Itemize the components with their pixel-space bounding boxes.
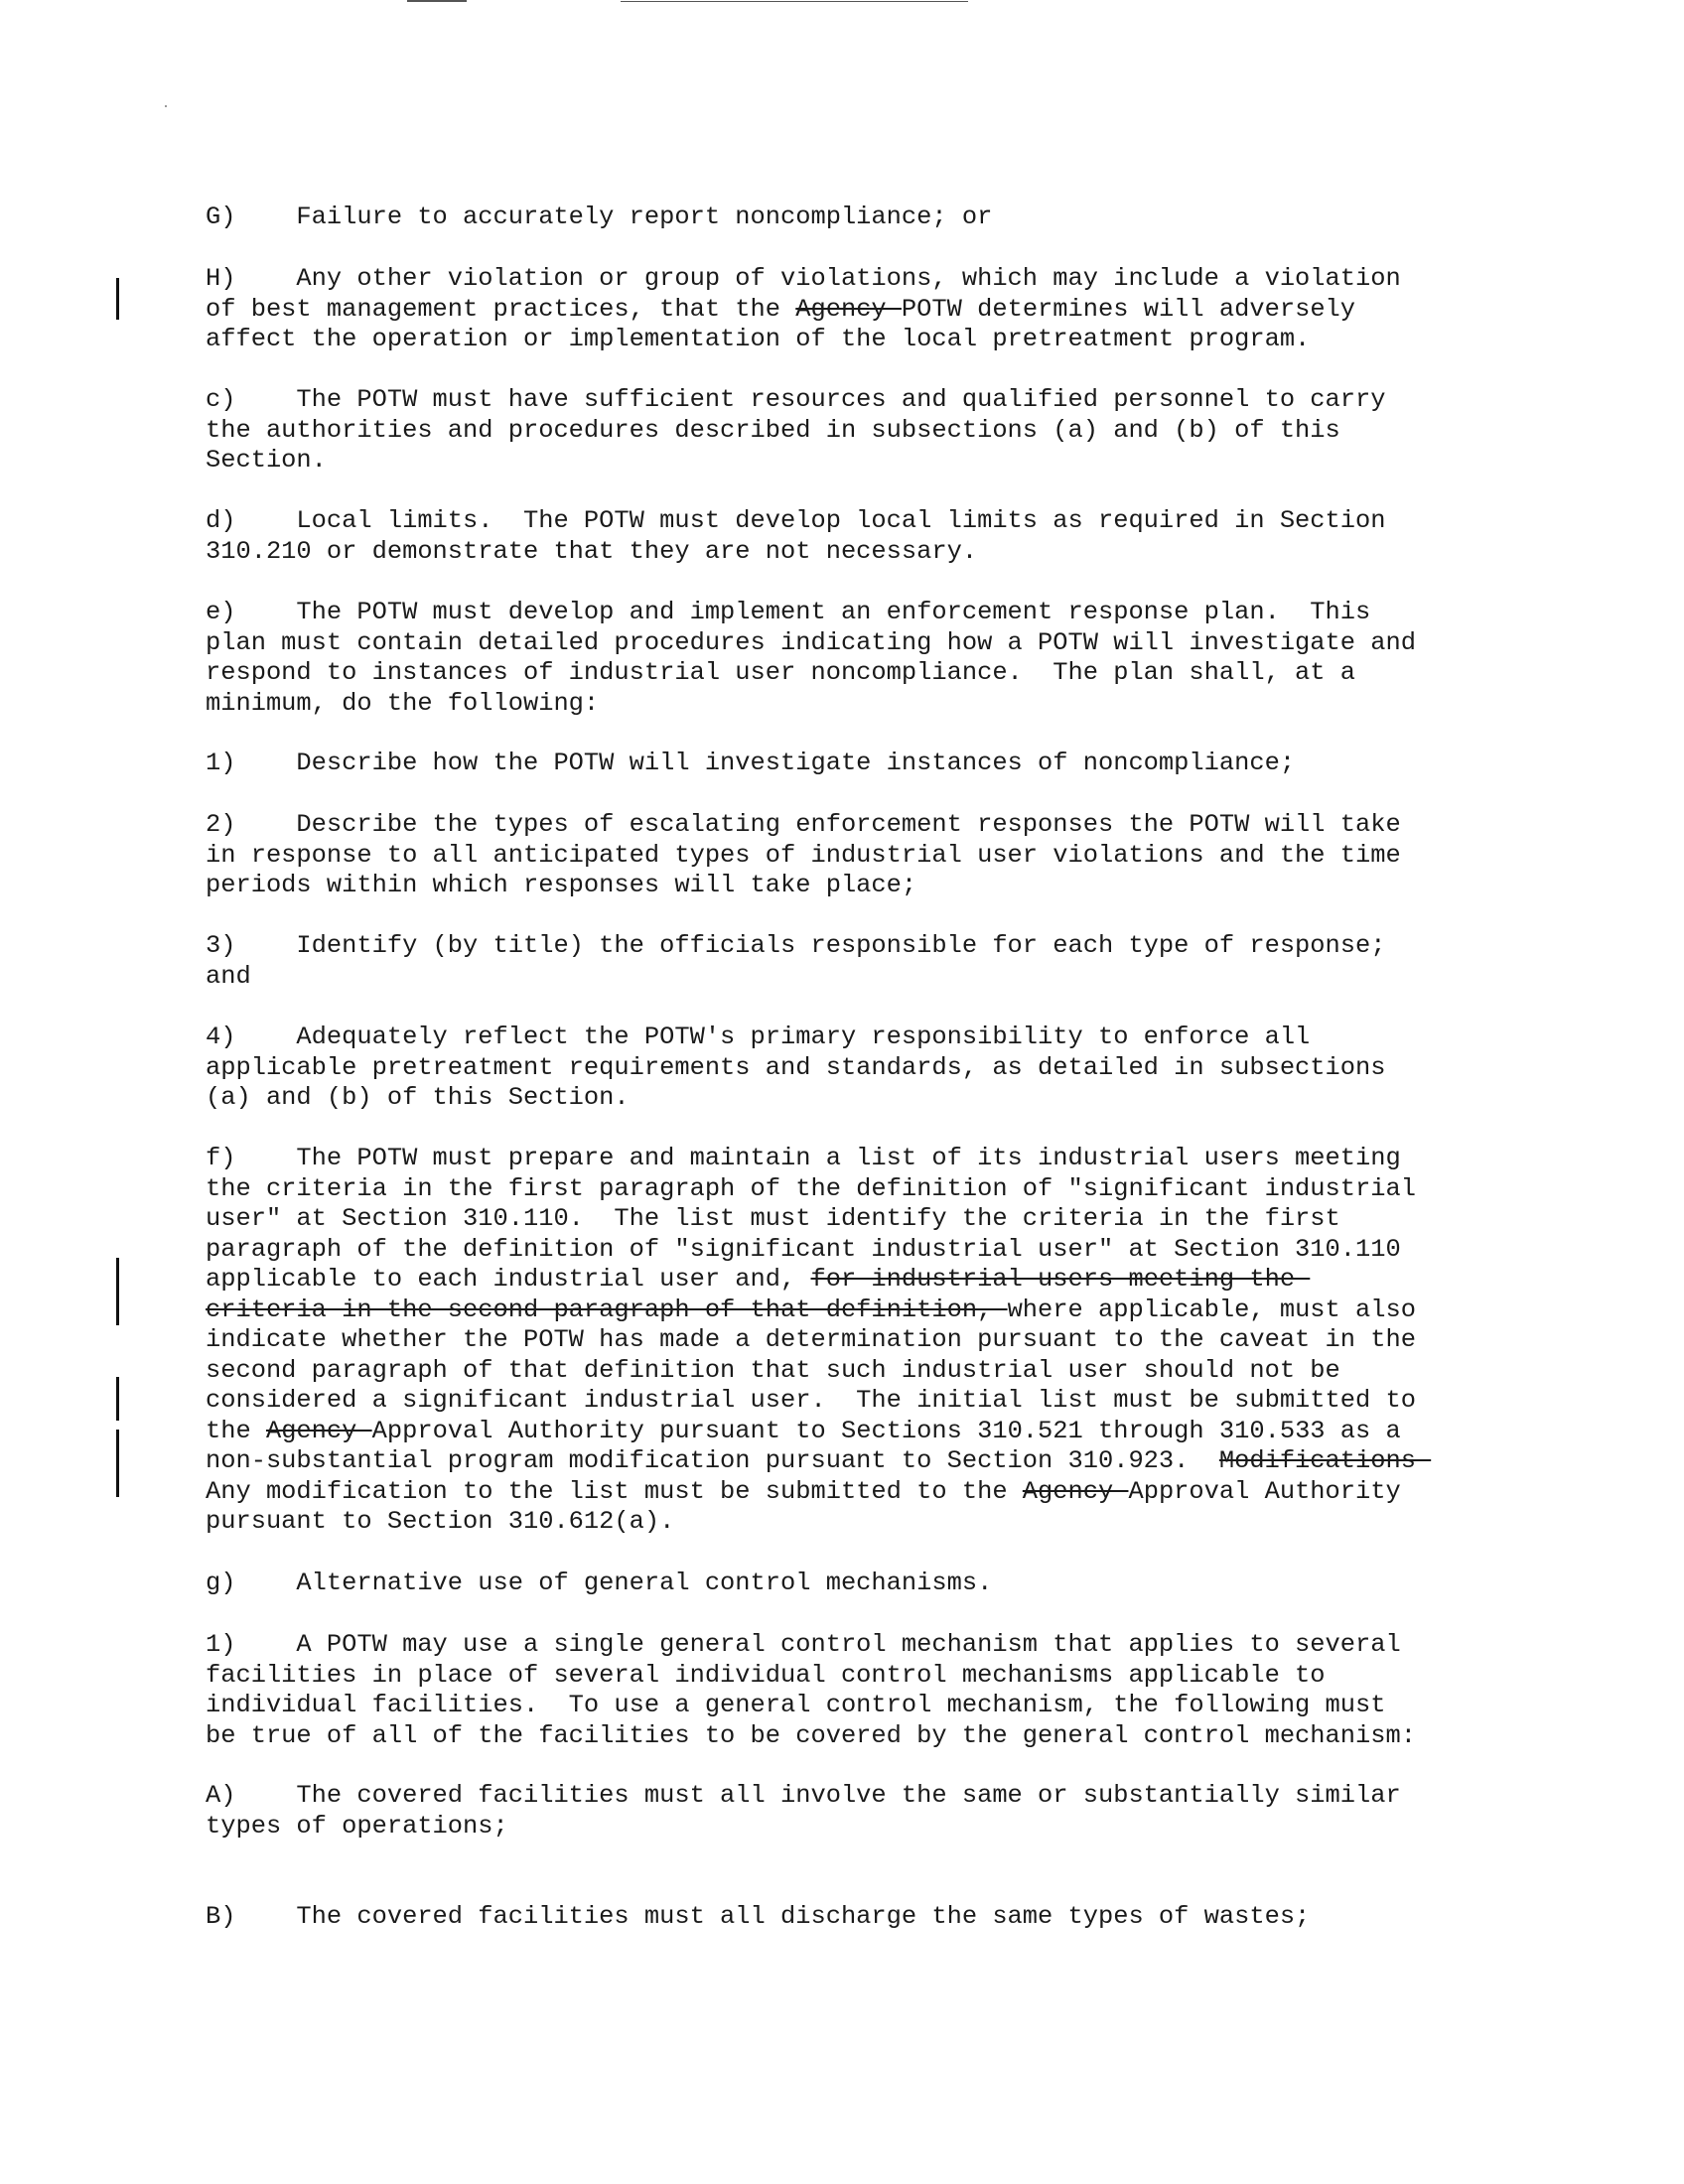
text-segment: d) Local limits. The POTW must develop local limits as required in Section <box>206 506 1386 535</box>
text-segment: Section. <box>206 446 327 475</box>
text-line <box>206 689 1615 720</box>
text-segment: c) The POTW must have sufficient resources and qualified personnel to carry <box>206 385 1386 414</box>
paragraph-G <box>206 203 1615 233</box>
text-segment: and <box>206 961 251 991</box>
text-segment: G) Failure to accurately report noncompliance; or <box>206 203 993 231</box>
paragraph-gA <box>206 1781 1615 1842</box>
text-segment: facilities in place of several individual control mechanisms applicable to <box>206 1660 1326 1690</box>
text-segment: 1) A POTW may use a single general control mechanism that applies to several <box>206 1630 1401 1659</box>
text-line <box>206 1083 1615 1114</box>
scan-artifact-line <box>621 1 968 2</box>
struck-text: Modifications <box>1218 1446 1432 1475</box>
text-line <box>206 1721 1615 1752</box>
text-segment: f) The POTW must prepare and maintain a list of its industrial users meeting <box>206 1144 1401 1172</box>
paragraph-e2 <box>206 810 1615 901</box>
text-line <box>206 598 1615 628</box>
text-line <box>206 1356 1615 1387</box>
struck-text: for industrial users meeting the <box>810 1265 1311 1294</box>
text-segment: of best management practices, that the <box>206 294 796 324</box>
text-line <box>206 931 1615 962</box>
text-segment: POTW determines will adversely <box>901 294 1356 324</box>
text-line <box>206 203 1615 233</box>
text-segment: H) Any other violation or group of violations, which may include a violation <box>206 264 1401 293</box>
scan-artifact-dot <box>165 105 167 107</box>
text-line <box>206 1417 1615 1447</box>
text-line <box>206 810 1615 841</box>
text-line <box>206 1477 1615 1508</box>
text-segment: where applicable, must also <box>1007 1295 1416 1324</box>
text-line <box>206 962 1615 993</box>
text-segment: 3) Identify (by title) the officials responsible for each type of response; <box>206 931 1386 960</box>
text-line <box>206 1053 1615 1084</box>
text-segment: pursuant to Section 310.612(a). <box>206 1507 675 1536</box>
text-line <box>206 1902 1615 1933</box>
text-segment: second paragraph of that definition that such industrial user should not be <box>206 1355 1340 1385</box>
struck-text: Agency <box>1022 1476 1129 1506</box>
text-line <box>206 264 1615 295</box>
text-segment: e) The POTW must develop and implement an enforcement response plan. This <box>206 598 1371 626</box>
text-segment: applicable to each industrial user and, <box>206 1265 811 1294</box>
text-line <box>206 1446 1615 1477</box>
text-line <box>206 871 1615 901</box>
text-line <box>206 841 1615 872</box>
text-line <box>206 385 1615 416</box>
text-segment: individual facilities. To use a general control mechanism, the following must <box>206 1691 1386 1719</box>
change-bar <box>116 1377 119 1421</box>
text-line <box>206 537 1615 568</box>
text-segment: be true of all of the facilities to be covered by the general control mechanism: <box>206 1720 1416 1750</box>
text-line <box>206 1023 1615 1053</box>
text-segment: B) The covered facilities must all discharge the same types of wastes; <box>206 1902 1311 1931</box>
text-line <box>206 1507 1615 1538</box>
text-segment: periods within which responses will take place; <box>206 871 917 899</box>
text-segment: 1) Describe how the POTW will investigate instances of noncompliance; <box>206 749 1296 777</box>
text-segment: paragraph of the definition of "significant industrial user" at Section 310.110 <box>206 1234 1401 1264</box>
text-line <box>206 1630 1615 1661</box>
struck-text: Agency <box>795 294 902 324</box>
text-segment: (a) and (b) of this Section. <box>206 1083 630 1112</box>
paragraph-g <box>206 1569 1615 1599</box>
paragraph-H <box>206 264 1615 355</box>
text-line <box>206 658 1615 689</box>
text-segment: user" at Section 310.110. The list must identify the criteria in the first <box>206 1204 1340 1233</box>
paragraph-e1 <box>206 749 1615 779</box>
paragraph-d <box>206 506 1615 567</box>
text-line <box>206 325 1615 355</box>
text-segment: 4) Adequately reflect the POTW's primary responsibility to enforce all <box>206 1023 1311 1051</box>
text-segment: in response to all anticipated types of industrial user violations and the time <box>206 840 1401 870</box>
text-segment: affect the operation or implementation of the local pretreatment program. <box>206 325 1311 353</box>
paragraph-e4 <box>206 1023 1615 1114</box>
text-line <box>206 446 1615 477</box>
text-segment: g) Alternative use of general control mechanisms. <box>206 1569 993 1597</box>
text-line <box>206 1569 1615 1599</box>
text-line <box>206 1235 1615 1266</box>
text-line <box>206 1691 1615 1721</box>
text-segment: the criteria in the first paragraph of the definition of "significant industrial <box>206 1173 1416 1203</box>
text-segment: Approval Authority pursuant to Sections 310.521 through 310.533 as a <box>371 1416 1401 1445</box>
text-segment: 2) Describe the types of escalating enforcement responses the POTW will take <box>206 810 1401 839</box>
text-line <box>206 1265 1615 1296</box>
text-line <box>206 506 1615 537</box>
text-segment: A) The covered facilities must all involve the same or substantially similar <box>206 1781 1401 1810</box>
text-segment: the <box>206 1416 266 1445</box>
text-segment: applicable pretreatment requirements and standards, as detailed in subsections <box>206 1052 1386 1082</box>
text-segment: considered a significant industrial user. The initial list must be submitted to <box>206 1386 1416 1415</box>
text-line <box>206 1386 1615 1417</box>
text-line <box>206 295 1615 326</box>
scan-artifact-line <box>407 0 467 2</box>
change-bar <box>116 278 119 320</box>
text-line <box>206 1204 1615 1235</box>
text-segment: minimum, do the following: <box>206 688 600 718</box>
paragraph-g1 <box>206 1630 1615 1751</box>
text-line <box>206 1781 1615 1812</box>
text-segment: Approval Authority <box>1128 1476 1401 1506</box>
text-line <box>206 1144 1615 1174</box>
text-segment: plan must contain detailed procedures indicating how a POTW will investigate and <box>206 627 1416 657</box>
text-line <box>206 628 1615 659</box>
paragraph-e <box>206 598 1615 719</box>
text-segment: Any modification to the list must be submitted to the <box>206 1476 1023 1506</box>
text-line <box>206 749 1615 779</box>
paragraph-gB <box>206 1902 1615 1933</box>
text-line <box>206 1296 1615 1326</box>
paragraph-e3 <box>206 931 1615 992</box>
text-segment: types of operations; <box>206 1811 508 1841</box>
text-line <box>206 1325 1615 1356</box>
text-segment: the authorities and procedures described in subsections (a) and (b) of this <box>206 415 1340 445</box>
text-segment: indicate whether the POTW has made a determination pursuant to the caveat in the <box>206 1325 1416 1354</box>
struck-text: criteria in the second paragraph of that definition, <box>206 1295 1008 1324</box>
text-line <box>206 1812 1615 1843</box>
text-line <box>206 1661 1615 1692</box>
text-segment: non-substantial program modification pursuant to Section 310.923. <box>206 1446 1219 1475</box>
text-line <box>206 1174 1615 1205</box>
paragraph-f <box>206 1144 1615 1538</box>
change-bar <box>116 1430 119 1497</box>
paragraph-c <box>206 385 1615 477</box>
text-segment: respond to instances of industrial user noncompliance. The plan shall, at a <box>206 658 1356 687</box>
text-line <box>206 416 1615 447</box>
struck-text: Agency <box>265 1416 372 1445</box>
change-bar <box>116 1258 119 1325</box>
text-segment: 310.210 or demonstrate that they are not necessary. <box>206 536 978 566</box>
